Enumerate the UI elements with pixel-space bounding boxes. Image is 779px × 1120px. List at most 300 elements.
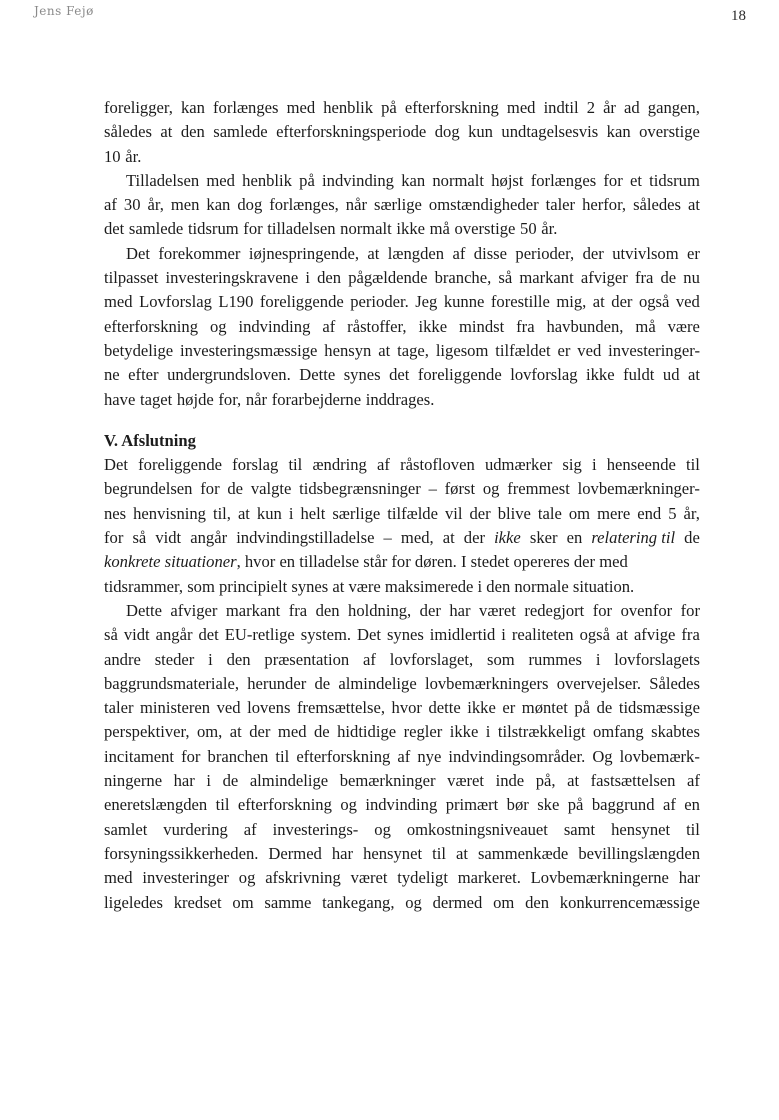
word: efterforskning	[404, 98, 499, 117]
text-line	[104, 477, 700, 501]
word: så	[498, 268, 513, 288]
word: at	[237, 503, 250, 523]
word: for	[680, 600, 700, 620]
word: system.	[300, 625, 351, 645]
word: 10	[104, 146, 121, 166]
word: ved	[216, 698, 241, 718]
word: almindelige	[338, 673, 417, 693]
word: angår	[155, 625, 193, 645]
word: der	[249, 722, 271, 742]
word: afskrivning	[265, 868, 341, 888]
word: dog	[434, 122, 460, 142]
word: skabtes	[651, 722, 700, 742]
word: råstoffer,	[347, 316, 407, 336]
text-run: , hvor en tilladelse står for døren. I stedet opereres der med	[236, 552, 628, 572]
text-line	[104, 720, 700, 744]
word: rummes	[528, 649, 582, 669]
word: tidsmæssige	[618, 698, 700, 718]
word: nu	[683, 268, 700, 288]
word: betydelige	[104, 340, 174, 360]
word: efterforskning	[237, 795, 332, 815]
text-line	[104, 217, 700, 241]
word: det	[389, 365, 410, 385]
word: om	[493, 892, 515, 912]
word: kan	[180, 98, 205, 117]
word: andre	[104, 649, 141, 669]
word: har	[449, 600, 471, 620]
word: med	[506, 98, 536, 117]
word: af	[687, 771, 700, 791]
word: i	[485, 722, 491, 742]
word: at	[229, 722, 242, 742]
word: Det	[356, 625, 381, 645]
word: perspektiver,	[104, 722, 190, 742]
word: været	[447, 771, 485, 791]
word: af	[377, 455, 390, 475]
word: Således	[649, 673, 700, 693]
word: branche,	[434, 268, 492, 288]
word: afviger	[170, 600, 218, 620]
word: og	[238, 868, 256, 888]
word: at	[567, 771, 580, 791]
word: 50	[520, 219, 537, 239]
word: taget	[139, 389, 173, 409]
word: i	[595, 649, 601, 669]
word: lovforslaget,	[389, 649, 474, 669]
text-line	[104, 842, 700, 866]
word: den	[180, 122, 205, 142]
text-line	[104, 599, 700, 623]
word: at	[160, 122, 173, 142]
word: lovbemærk-	[619, 746, 700, 766]
word: det	[198, 625, 219, 645]
text-line	[104, 266, 700, 290]
word: fremsættelse,	[296, 698, 385, 718]
word: har	[173, 771, 195, 791]
word: af	[662, 795, 676, 815]
word: ud	[662, 365, 680, 385]
word: særlige	[373, 195, 422, 215]
word: 30	[123, 195, 141, 215]
word: de	[596, 698, 613, 718]
word: hvor	[391, 698, 422, 718]
word: også	[579, 625, 610, 645]
word: også	[638, 292, 670, 312]
word: være	[667, 316, 700, 336]
word: indtil	[543, 98, 579, 117]
word: samlede	[128, 219, 184, 239]
word: 5	[668, 503, 677, 523]
word: ikke	[449, 722, 479, 742]
text-line	[104, 388, 700, 412]
word: tilfælde	[387, 503, 438, 523]
word: normalt	[340, 219, 392, 239]
word: Dermed	[268, 843, 322, 863]
word: dermed	[432, 892, 483, 912]
word: afvige	[633, 625, 676, 645]
word: tydeligt	[397, 868, 448, 888]
word: lovens	[247, 698, 291, 718]
word: sammenkæde	[477, 843, 569, 863]
word: efterforskning	[296, 746, 391, 766]
word: –	[428, 479, 437, 499]
word: forlænges,	[269, 195, 339, 215]
word: holdning,	[348, 600, 412, 620]
word: tankegang,	[322, 892, 395, 912]
word: for	[104, 528, 124, 548]
word: forekommer	[158, 243, 241, 263]
text-line	[104, 648, 700, 672]
word: med	[286, 98, 316, 117]
text-line	[104, 242, 700, 266]
word: ligesom	[435, 340, 489, 360]
word: tilladelsen	[267, 219, 336, 239]
word: normalt	[432, 170, 484, 190]
word: incitament	[104, 746, 175, 766]
word: indvindingsområder.	[448, 746, 586, 766]
word: redegjort	[524, 600, 585, 620]
word: hidtidige	[337, 722, 397, 742]
word: været	[479, 600, 516, 620]
text-line	[104, 169, 700, 193]
word: iøjnespringende,	[248, 243, 359, 263]
word: havbunden,	[546, 316, 624, 336]
word: et	[629, 170, 642, 190]
word: nye	[417, 746, 442, 766]
word: indvindingstilladelse	[236, 528, 375, 548]
word: perioder.	[350, 292, 409, 312]
word: har	[331, 843, 354, 863]
word: i	[501, 625, 506, 645]
word: investeringskravene	[165, 268, 299, 288]
word: lovbemærkninger-	[577, 479, 700, 499]
word: efterforskningsperiode	[276, 122, 427, 142]
word: af	[243, 819, 257, 839]
word: der	[582, 243, 604, 263]
word: på	[299, 170, 315, 190]
word: bemærkninger	[339, 771, 436, 791]
word: kan	[206, 195, 231, 215]
word: angår	[190, 528, 228, 548]
word: fremmest	[507, 479, 570, 499]
word: investerings-	[272, 819, 359, 839]
word: til	[288, 455, 303, 475]
text-line	[104, 193, 700, 217]
word: dog	[237, 195, 263, 215]
word: og	[482, 479, 500, 499]
word: markant	[519, 268, 574, 288]
text-line	[104, 818, 700, 842]
word: på	[567, 795, 584, 815]
word: Jeg	[415, 292, 438, 312]
word: fastsættelsen	[590, 771, 676, 791]
word: Lovforslag	[139, 292, 212, 312]
word: pågældende	[348, 268, 428, 288]
word: fuldt	[623, 365, 655, 385]
word: Tilladelsen	[126, 170, 200, 190]
word: der	[463, 528, 485, 548]
text-line	[104, 672, 700, 696]
word: vurdering	[163, 819, 228, 839]
word: mindst	[459, 316, 505, 336]
word: tidsbegrænsninger	[299, 479, 421, 499]
word: undtagelsesvis	[501, 122, 599, 142]
word: henvisning	[133, 503, 206, 523]
word: for	[592, 600, 613, 620]
word: må	[429, 219, 450, 239]
word: ved	[577, 340, 602, 360]
word: synes	[343, 365, 381, 385]
word: der	[469, 503, 491, 523]
word: gangen,	[647, 98, 700, 117]
emphasis: konkrete situationer	[104, 552, 237, 572]
word: tage,	[397, 340, 429, 360]
word: af	[363, 649, 376, 669]
word: som	[487, 649, 515, 669]
text-line	[104, 769, 700, 793]
word: om	[232, 892, 254, 912]
word: ovenfor	[620, 600, 673, 620]
word: ved	[675, 292, 700, 312]
word: ikke	[467, 698, 496, 718]
paragraph	[104, 169, 700, 242]
word: 2	[586, 98, 595, 117]
word: herunder	[247, 673, 307, 693]
word: med,	[400, 528, 434, 548]
word: ningerne	[104, 771, 163, 791]
text-line	[104, 696, 700, 720]
word: fra	[516, 316, 535, 336]
word: år,	[683, 503, 700, 523]
word: overstige	[454, 219, 516, 239]
word: af	[104, 195, 117, 215]
word: ikke	[586, 365, 615, 385]
word: vidt	[155, 528, 182, 548]
word: af	[322, 316, 336, 336]
word: og	[374, 819, 391, 839]
word: at	[442, 528, 455, 548]
running-header-author: Jens Fejø	[34, 4, 94, 18]
paragraph	[104, 96, 700, 169]
word: bør	[506, 795, 529, 815]
word: tilpasset	[104, 268, 159, 288]
word: forlænges	[530, 170, 597, 190]
word: først	[444, 479, 476, 499]
word: at	[378, 340, 391, 360]
text-line	[104, 339, 700, 363]
word: den	[317, 268, 342, 288]
word: taler	[104, 698, 134, 718]
word: så	[104, 625, 118, 645]
word: synes	[386, 625, 424, 645]
text-line	[104, 96, 700, 120]
word: L190	[218, 292, 254, 312]
word: Lovbemærkningerne	[530, 868, 669, 888]
word: den	[315, 600, 340, 620]
word: indvinding	[238, 316, 311, 336]
paragraph	[104, 242, 700, 412]
word: når	[345, 195, 367, 215]
word: samlede	[213, 122, 268, 142]
word: almindelige	[249, 771, 329, 791]
word: henblik	[242, 170, 292, 190]
paragraph	[104, 599, 700, 915]
word: overstige	[639, 122, 700, 142]
word: møntet	[521, 698, 568, 718]
word: kunne	[443, 292, 485, 312]
word: omstændigheder	[428, 195, 539, 215]
word: tidsrum	[187, 219, 239, 239]
word: baggrundsmateriale,	[104, 673, 240, 693]
word: samme	[264, 892, 312, 912]
word: fra	[288, 600, 308, 620]
word: henseende	[606, 455, 676, 475]
word: år	[603, 98, 616, 117]
word: hensyn	[324, 340, 372, 360]
word: lovbemærkningers	[424, 673, 549, 693]
word: ikke	[418, 316, 448, 336]
word: det	[104, 219, 125, 239]
word: til	[432, 843, 446, 863]
word: disse	[473, 243, 507, 263]
word: investeringer	[142, 868, 229, 888]
text-line: tidsrammer, som principielt synes at være maksimerede i den normale situation.	[104, 576, 635, 596]
word: Det	[104, 455, 128, 475]
word: at	[687, 195, 700, 215]
text-line	[104, 120, 700, 144]
word: i	[208, 649, 213, 669]
word: utvivlsom	[612, 243, 679, 263]
word: for	[243, 219, 263, 239]
word: lovforslagets	[614, 649, 700, 669]
word: særlige	[332, 503, 381, 523]
word: at	[367, 243, 380, 263]
word: med	[104, 868, 133, 888]
word: længden	[387, 243, 445, 263]
word: regler	[403, 722, 443, 742]
word: en	[684, 795, 700, 815]
word: på,	[535, 771, 556, 791]
word: foreliggende	[259, 292, 344, 312]
word: at	[455, 843, 468, 863]
word: de	[222, 771, 239, 791]
word: omfang	[592, 722, 644, 742]
word: de	[313, 722, 330, 742]
word: indvinding	[322, 170, 394, 190]
word: have	[104, 389, 136, 409]
word: dette	[428, 698, 461, 718]
word: for	[181, 746, 201, 766]
page-number: 18	[731, 8, 746, 24]
word: samt	[563, 819, 596, 839]
word: har	[678, 868, 700, 888]
word: højst	[491, 170, 524, 190]
word: til	[686, 455, 700, 475]
word: henblik	[323, 98, 373, 117]
word: år.	[125, 146, 142, 166]
word: at	[688, 365, 700, 385]
text-line	[104, 866, 700, 890]
word: er	[502, 698, 516, 718]
word: med	[277, 722, 307, 742]
word: forestille	[490, 292, 550, 312]
emphasis: ikke	[494, 528, 521, 548]
word: eneretslængden	[104, 795, 208, 815]
text-line	[104, 502, 700, 526]
text-line	[104, 453, 700, 477]
word: ske	[537, 795, 560, 815]
word: en	[566, 528, 583, 548]
word: forarbejderne	[271, 389, 362, 409]
word: imidlertid	[429, 625, 496, 645]
word: bevillingslængden	[578, 843, 700, 863]
word: i	[288, 503, 294, 523]
paragraph	[104, 453, 700, 599]
word: begrundelsen	[104, 479, 193, 499]
word: vil	[444, 503, 463, 523]
word: valgte	[250, 479, 292, 499]
word: baggrund	[591, 795, 655, 815]
word: tilfældet	[495, 340, 551, 360]
text-line	[104, 290, 700, 314]
word: samlet	[104, 819, 148, 839]
word: de	[660, 268, 677, 288]
word: på	[574, 698, 591, 718]
word: nes	[104, 503, 127, 523]
word: kan	[401, 170, 426, 190]
text-line	[104, 550, 700, 574]
word: afviger	[580, 268, 628, 288]
word: blive	[497, 503, 531, 523]
word: højde	[176, 389, 214, 409]
word: hensynet	[363, 843, 423, 863]
word: af	[452, 243, 466, 263]
word: den	[226, 649, 251, 669]
word: de	[227, 479, 244, 499]
text-line	[104, 623, 700, 647]
word: og	[209, 316, 227, 336]
word: mere	[597, 503, 631, 523]
word: helt	[300, 503, 326, 523]
text-run	[104, 550, 628, 574]
word: sker	[529, 528, 558, 548]
word: foreliggende	[138, 455, 222, 475]
word: ændring	[312, 455, 367, 475]
word: steder	[154, 649, 195, 669]
word: hensynet	[611, 819, 671, 839]
word: ligeledes	[104, 892, 163, 912]
word: for,	[218, 389, 242, 409]
section-spacer	[104, 412, 700, 429]
word: foreligger,	[104, 98, 173, 117]
word: end	[637, 503, 662, 523]
word: markant	[225, 600, 281, 620]
word: været	[350, 868, 388, 888]
word: så	[132, 528, 147, 548]
word: med	[104, 292, 133, 312]
word: år,	[147, 195, 164, 215]
text-line	[104, 363, 700, 387]
word: de	[314, 673, 331, 693]
word: ne	[104, 365, 120, 385]
word: efter	[128, 365, 159, 385]
word: for	[200, 479, 220, 499]
word: inde	[495, 771, 525, 791]
word: der	[419, 600, 441, 620]
word: Dette	[126, 600, 162, 620]
word: ministeren	[140, 698, 211, 718]
section-heading: V. Afslutning	[104, 430, 196, 450]
